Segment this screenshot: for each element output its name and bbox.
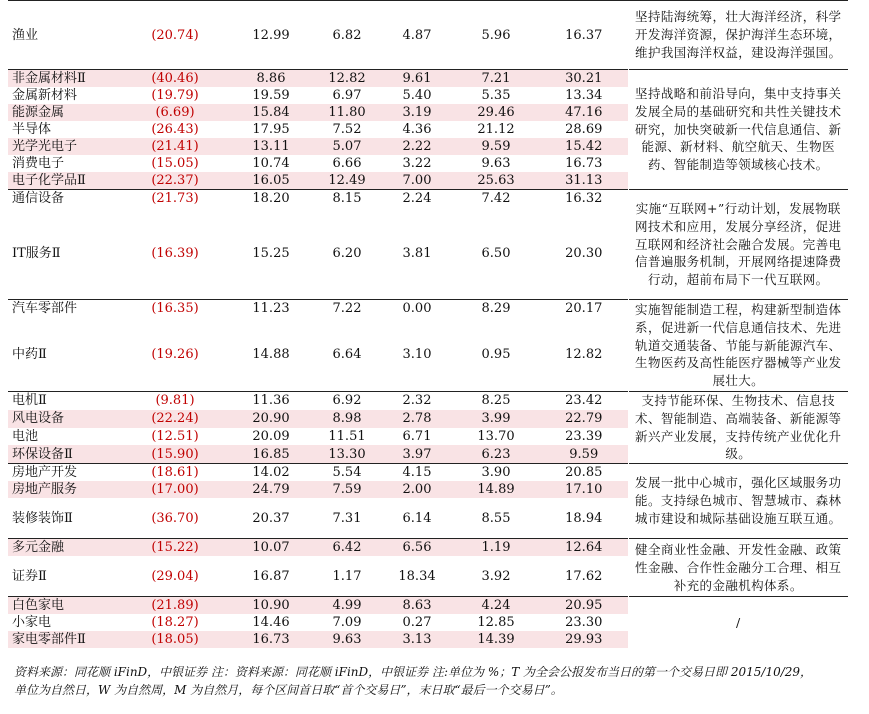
value-col-3: 0.27 — [402, 615, 432, 631]
value-col-1: 10.90 — [230, 597, 312, 615]
industry-name: 装修装饰Ⅱ — [12, 510, 73, 526]
value-col-3: 4.87 — [382, 1, 452, 70]
value-col-4: 21.12 — [477, 122, 515, 137]
change-value: (40.46) — [120, 70, 230, 88]
value-col-2: 7.22 — [312, 300, 382, 318]
value-col-1: 14.02 — [230, 464, 312, 482]
value-col-4: 3.92 — [481, 568, 511, 584]
value-col-3: 3.97 — [382, 445, 452, 463]
value-col-3: 18.34 — [398, 568, 436, 584]
value-col-3: 3.10 — [402, 346, 432, 362]
value-col-1: 14.46 — [252, 615, 290, 631]
change-value: (36.70) — [151, 510, 199, 526]
industry-name: 中药Ⅱ — [12, 346, 47, 362]
industry-name: 金属新材料 — [12, 88, 78, 103]
value-col-1: 16.85 — [230, 445, 312, 463]
change-value: (29.04) — [151, 568, 199, 584]
value-col-5: 17.10 — [540, 481, 628, 498]
value-col-3: 4.15 — [382, 464, 452, 482]
policy-text: / — [628, 597, 848, 649]
change-value: (19.79) — [151, 88, 199, 103]
value-col-5: 31.13 — [540, 172, 628, 190]
change-value: (18.27) — [151, 615, 199, 631]
value-col-1: 15.25 — [252, 245, 290, 261]
value-col-1: 19.59 — [252, 88, 290, 103]
value-col-5: 23.39 — [565, 428, 603, 444]
value-col-2: 12.82 — [312, 70, 382, 88]
value-col-4: 14.89 — [452, 481, 540, 498]
value-col-5: 20.85 — [540, 464, 628, 482]
value-col-2: 7.59 — [312, 481, 382, 498]
industry-name: 非金属材料Ⅱ — [8, 70, 120, 88]
value-col-4: 6.50 — [481, 245, 511, 261]
value-col-3: 8.63 — [382, 597, 452, 615]
change-value: (9.81) — [120, 392, 230, 410]
industry-name: 渔业 — [8, 1, 120, 70]
value-col-5: 29.93 — [540, 631, 628, 648]
value-col-5: 12.64 — [540, 539, 628, 557]
industry-name: 家电零部件Ⅱ — [8, 631, 120, 648]
change-value: (16.39) — [151, 245, 199, 261]
value-col-5: 20.17 — [540, 300, 628, 318]
change-value: (22.24) — [120, 410, 230, 428]
change-value: (16.35) — [120, 300, 230, 318]
value-col-2: 6.82 — [312, 1, 382, 70]
value-col-2: 12.49 — [312, 172, 382, 190]
value-col-3: 9.61 — [382, 70, 452, 88]
value-col-2: 7.09 — [332, 615, 362, 631]
industry-name: 多元金融 — [8, 539, 120, 557]
value-col-3: 2.00 — [382, 481, 452, 498]
table-row — [8, 539, 848, 557]
value-col-5: 12.82 — [565, 346, 603, 362]
industry-name: 风电设备 — [8, 410, 120, 428]
value-col-3: 0.00 — [382, 300, 452, 318]
value-col-2: 6.20 — [332, 245, 362, 261]
change-value: (21.73) — [120, 190, 230, 208]
table-row — [8, 597, 848, 615]
value-col-2: 6.66 — [332, 156, 362, 171]
change-value: (21.41) — [120, 138, 230, 155]
industry-name: 光学光电子 — [8, 138, 120, 155]
change-value: (15.90) — [120, 445, 230, 463]
value-col-4: 25.63 — [452, 172, 540, 190]
value-col-5: 20.95 — [540, 597, 628, 615]
value-col-1: 18.20 — [230, 190, 312, 208]
value-col-3: 2.24 — [382, 190, 452, 208]
value-col-2: 5.07 — [312, 138, 382, 155]
value-col-2: 6.42 — [312, 539, 382, 557]
value-col-1: 17.95 — [252, 122, 290, 137]
change-value: (22.37) — [120, 172, 230, 190]
industry-name: 电机Ⅱ — [8, 392, 120, 410]
policy-text: 坚持战略和前沿导向，集中支持事关发展全局的基础研究和共性关键技术研究，加快突破新一代信息通信、新能源、新材料、航空航天、生物医药、智能制造等领域核心技术。 — [628, 70, 848, 190]
change-value: (17.00) — [120, 481, 230, 498]
value-col-5: 23.30 — [565, 615, 603, 631]
footnote-line-1: 资料来源：同花顺 iFinD，中银证券 注：资料来源：同花顺 iFinD，中银证券 注:单位为 %；T 为全会公报发布当日的第一个交易日即 2015/10/29， — [14, 665, 813, 679]
value-col-2: 5.54 — [312, 464, 382, 482]
value-col-4: 1.19 — [452, 539, 540, 557]
change-value: (18.05) — [120, 631, 230, 648]
industry-name: 证券Ⅱ — [12, 568, 47, 584]
value-col-1: 8.86 — [230, 70, 312, 88]
value-col-5: 30.21 — [540, 70, 628, 88]
value-col-2: 4.99 — [312, 597, 382, 615]
value-col-5: 17.62 — [565, 568, 603, 584]
value-col-4: 13.70 — [477, 428, 515, 444]
value-col-1: 15.84 — [230, 104, 312, 121]
value-col-5: 47.16 — [540, 104, 628, 121]
footnote — [14, 663, 864, 699]
value-col-5: 28.69 — [565, 122, 603, 137]
value-col-1: 20.90 — [230, 410, 312, 428]
value-col-2: 1.17 — [332, 568, 362, 584]
value-col-1: 24.79 — [230, 481, 312, 498]
policy-text: 实施智能制造工程，构建新型制造体系，促进新一代信息通信技术、先进轨道交通装备、节能与新能源汽车、生物医药及高性能医疗器械等产业发展壮大。 — [628, 300, 848, 392]
value-col-4: 7.42 — [452, 190, 540, 208]
value-col-4: 3.90 — [452, 464, 540, 482]
table-row — [8, 1, 848, 70]
value-col-4: 7.21 — [452, 70, 540, 88]
value-col-2: 6.97 — [332, 88, 362, 103]
value-col-3: 3.22 — [402, 156, 432, 171]
table-row — [8, 464, 848, 482]
value-col-2: 7.31 — [332, 510, 362, 526]
change-value: (20.74) — [120, 1, 230, 70]
industry-name: 汽车零部件 — [8, 300, 120, 318]
value-col-5: 13.34 — [565, 88, 603, 103]
change-value: (26.43) — [151, 122, 199, 137]
value-col-4: 6.23 — [452, 445, 540, 463]
value-col-5: 18.94 — [565, 510, 603, 526]
value-col-5: 22.79 — [540, 410, 628, 428]
table-row — [8, 70, 848, 88]
value-col-4: 8.29 — [452, 300, 540, 318]
change-value: (12.51) — [151, 428, 199, 444]
value-col-4: 3.99 — [452, 410, 540, 428]
change-value: (15.05) — [151, 156, 199, 171]
industry-name: 小家电 — [12, 615, 52, 631]
value-col-2: 7.52 — [332, 122, 362, 137]
industry-return-table — [8, 0, 848, 648]
industry-name: 房地产服务 — [8, 481, 120, 498]
policy-text: 健全商业性金融、开发性金融、政策性金融、合作性金融分工合理、相互补充的金融机构体系。 — [628, 539, 848, 597]
value-col-1: 20.37 — [252, 510, 290, 526]
value-col-4: 0.95 — [481, 346, 511, 362]
value-col-3: 3.19 — [382, 104, 452, 121]
value-col-4: 9.63 — [481, 156, 511, 171]
value-col-5: 15.42 — [540, 138, 628, 155]
value-col-2: 8.15 — [312, 190, 382, 208]
industry-name: 半导体 — [12, 122, 52, 137]
value-col-1: 10.74 — [252, 156, 290, 171]
value-col-2: 11.80 — [312, 104, 382, 121]
value-col-3: 7.00 — [382, 172, 452, 190]
value-col-3: 2.78 — [382, 410, 452, 428]
table-row — [8, 300, 848, 318]
value-col-2: 11.51 — [328, 428, 366, 444]
change-value: (6.69) — [120, 104, 230, 121]
value-col-1: 14.88 — [252, 346, 290, 362]
industry-name: 通信设备 — [8, 190, 120, 208]
industry-name: 消费电子 — [12, 156, 65, 171]
value-col-4: 14.39 — [452, 631, 540, 648]
table-row — [8, 190, 848, 208]
industry-name: 环保设备Ⅱ — [8, 445, 120, 463]
value-col-1: 20.09 — [252, 428, 290, 444]
value-col-5: 16.37 — [540, 1, 628, 70]
value-col-1: 16.05 — [230, 172, 312, 190]
policy-text: 支持节能环保、生物技术、信息技术、智能制造、高端装备、新能源等新兴产业发展，支持传统产业优化升级。 — [628, 392, 848, 464]
policy-text: 发展一批中心城市，强化区域服务功能。支持绿色城市、智慧城市、森林城市建设和城际基础设施互联互通。 — [628, 464, 848, 539]
value-col-4: 5.96 — [452, 1, 540, 70]
value-col-5: 16.32 — [540, 190, 628, 208]
industry-name: 能源金属 — [8, 104, 120, 121]
change-value: (19.26) — [151, 346, 199, 362]
policy-text: 实施“互联网+”行动计划，发展物联网技术和应用，发展分享经济，促进互联网和经济社会融合发展。完善电信普遍服务机制，开展网络提速降费行动，超前布局下一代互联网。 — [628, 190, 848, 300]
value-col-3: 3.13 — [382, 631, 452, 648]
industry-name: 电子化学品Ⅱ — [8, 172, 120, 190]
value-col-3: 6.71 — [402, 428, 432, 444]
value-col-1: 11.23 — [230, 300, 312, 318]
value-col-3: 2.32 — [382, 392, 452, 410]
footnote-line-2: 单位为自然日，W 为自然周，M 为自然月，每个区间首日取“首个交易日”，末日取“最后一个交易日”。 — [14, 683, 563, 697]
value-col-5: 9.59 — [540, 445, 628, 463]
value-col-3: 5.40 — [402, 88, 432, 103]
change-value: (15.22) — [120, 539, 230, 557]
value-col-4: 29.46 — [452, 104, 540, 121]
value-col-5: 20.30 — [565, 245, 603, 261]
policy-text: 坚持陆海统筹，壮大海洋经济，科学开发海洋资源，保护海洋生态环境，维护我国海洋权益，建设海洋强国。 — [628, 1, 848, 70]
table-row — [8, 392, 848, 410]
value-col-2: 13.30 — [312, 445, 382, 463]
value-col-2: 6.92 — [312, 392, 382, 410]
value-col-1: 13.11 — [230, 138, 312, 155]
industry-name: IT服务Ⅱ — [12, 245, 61, 261]
value-col-4: 9.59 — [452, 138, 540, 155]
value-col-1: 12.99 — [230, 1, 312, 70]
value-col-3: 6.56 — [382, 539, 452, 557]
value-col-4: 8.25 — [452, 392, 540, 410]
industry-name: 电池 — [12, 428, 39, 444]
value-col-4: 12.85 — [477, 615, 515, 631]
value-col-4: 8.55 — [481, 510, 511, 526]
value-col-3: 6.14 — [402, 510, 432, 526]
value-col-1: 11.36 — [230, 392, 312, 410]
value-col-1: 16.87 — [252, 568, 290, 584]
value-col-3: 4.36 — [402, 122, 432, 137]
value-col-5: 16.73 — [565, 156, 603, 171]
value-col-2: 8.98 — [312, 410, 382, 428]
value-col-1: 16.73 — [230, 631, 312, 648]
value-col-4: 4.24 — [452, 597, 540, 615]
change-value: (18.61) — [120, 464, 230, 482]
industry-name: 白色家电 — [8, 597, 120, 615]
value-col-5: 23.42 — [540, 392, 628, 410]
change-value: (21.89) — [120, 597, 230, 615]
value-col-3: 3.81 — [402, 245, 432, 261]
value-col-1: 10.07 — [230, 539, 312, 557]
value-col-3: 2.22 — [382, 138, 452, 155]
value-col-2: 9.63 — [312, 631, 382, 648]
industry-name: 房地产开发 — [8, 464, 120, 482]
value-col-2: 6.64 — [332, 346, 362, 362]
value-col-4: 5.35 — [481, 88, 511, 103]
